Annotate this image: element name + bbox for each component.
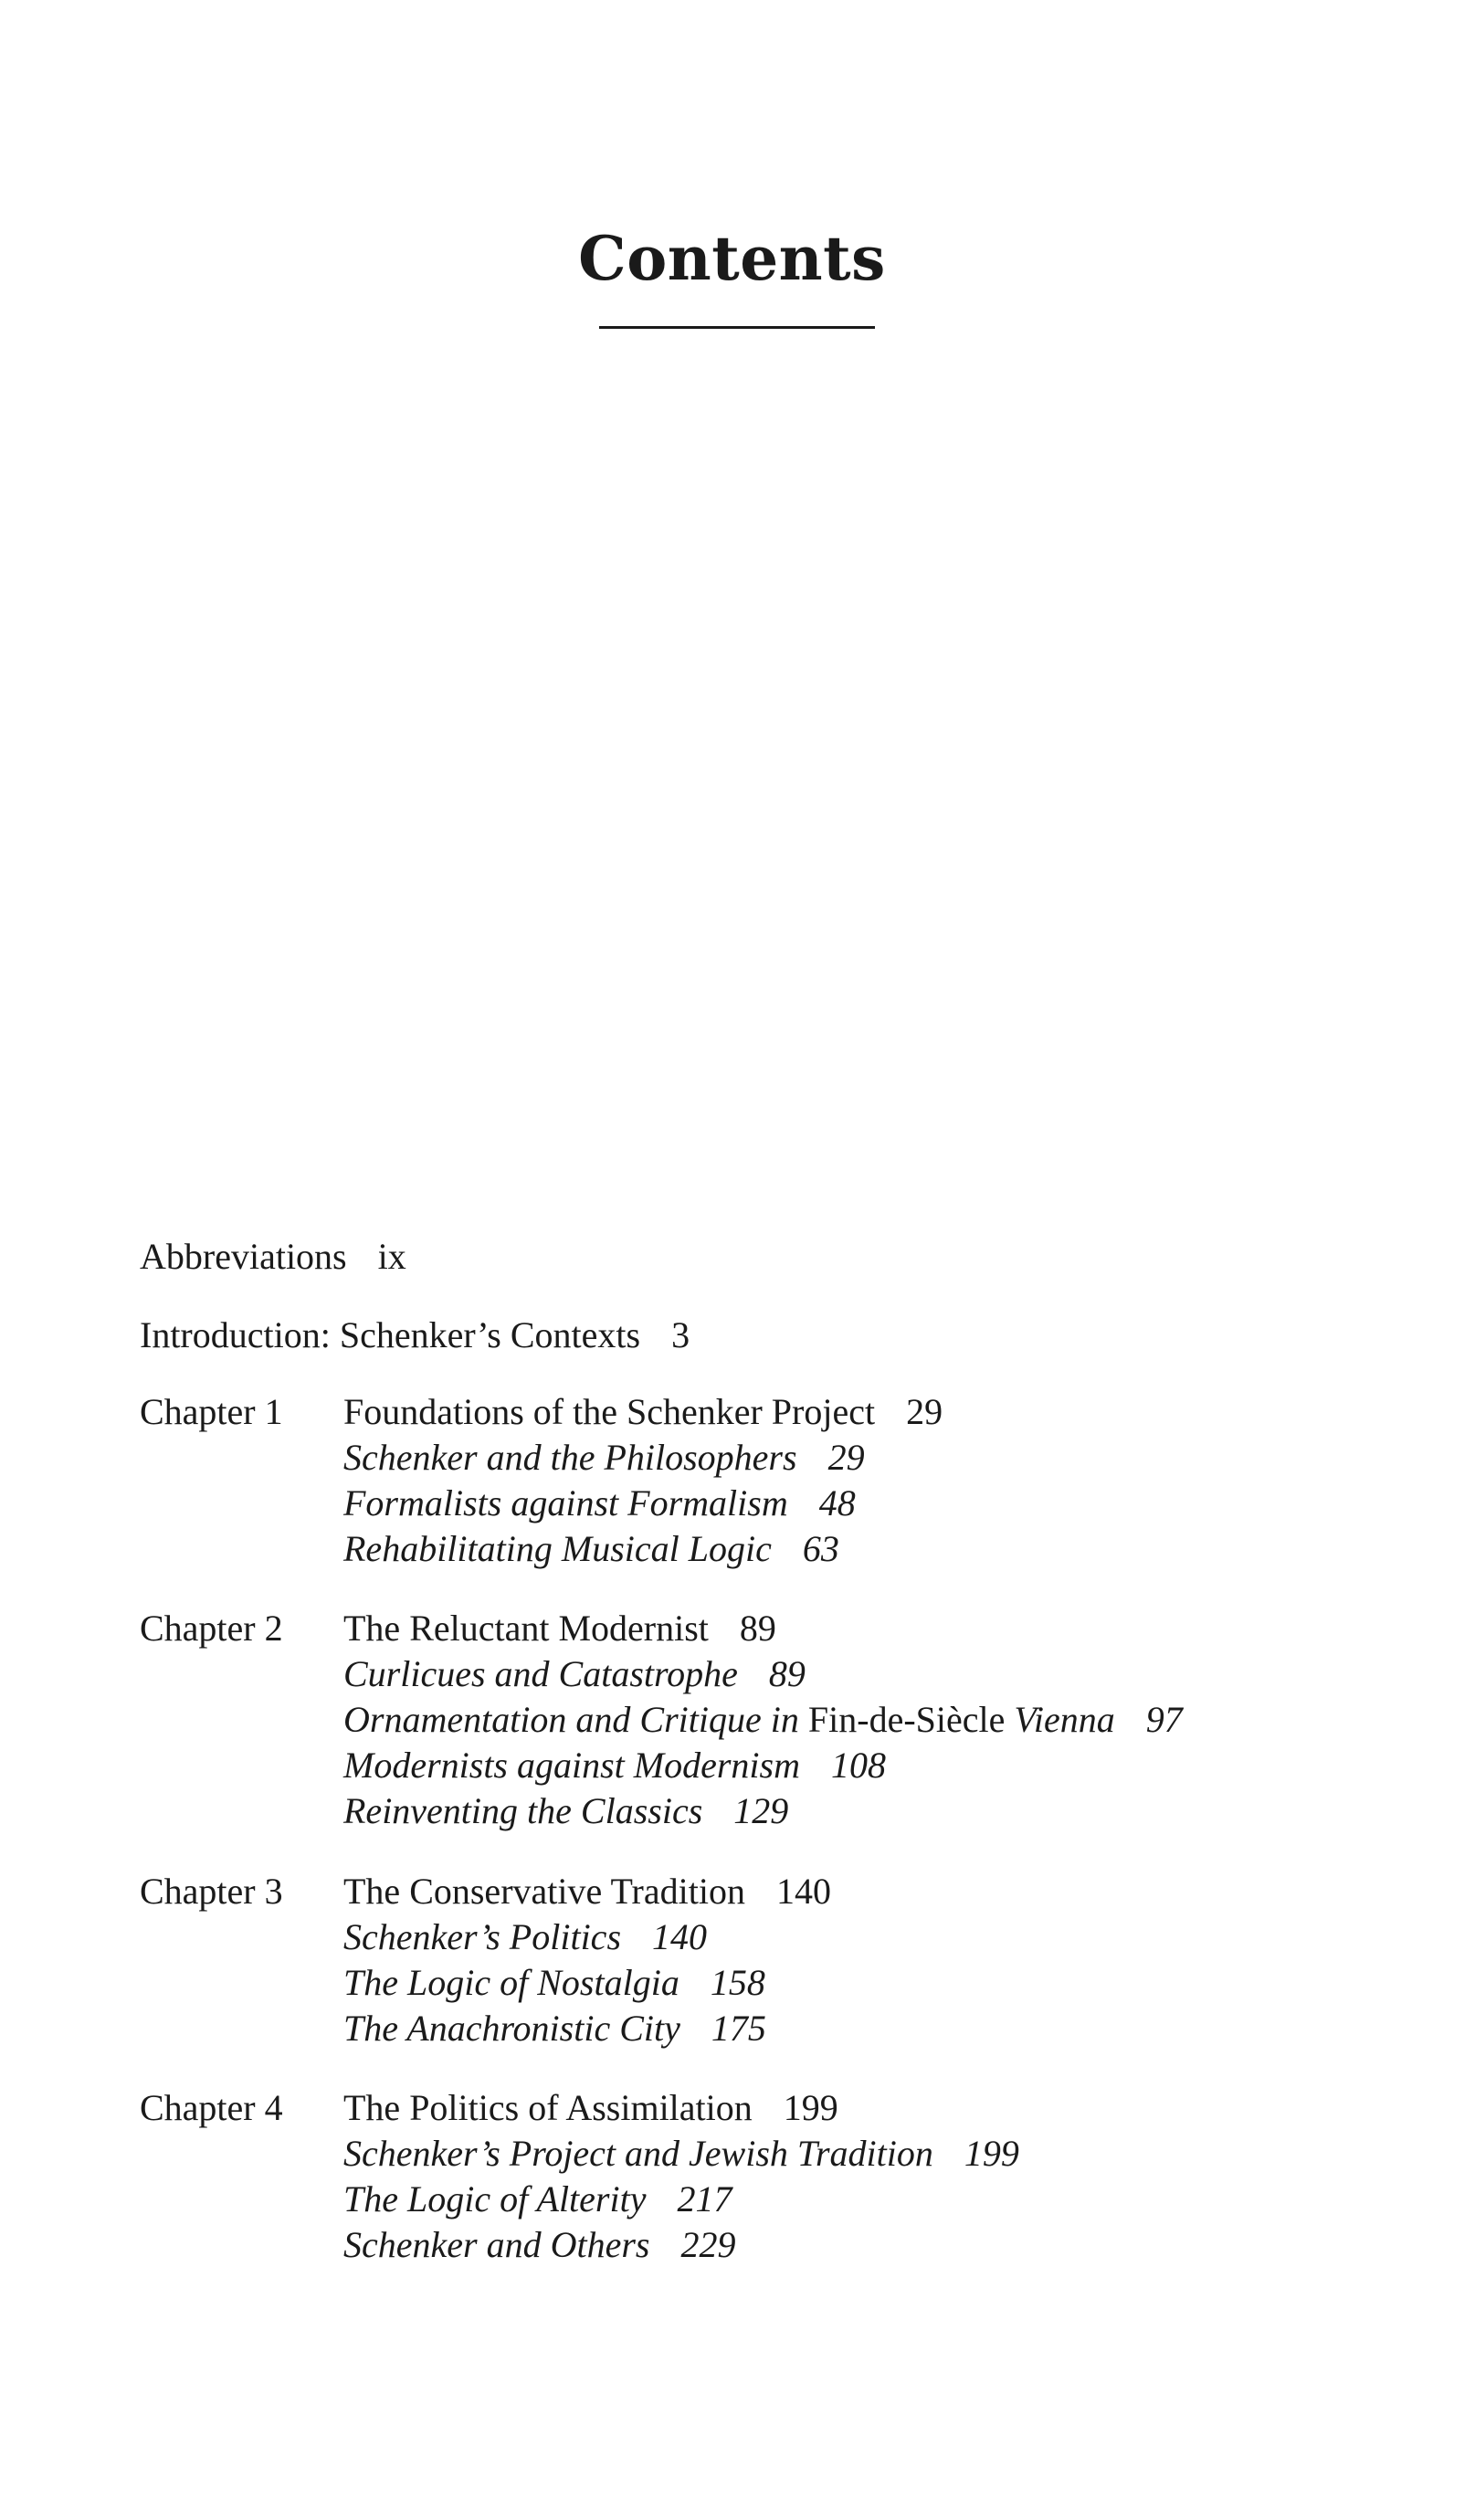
section-entry[interactable] <box>343 1651 1183 1697</box>
toc-entry-abbreviations[interactable] <box>140 1234 406 1280</box>
section-entry[interactable] <box>343 1435 943 1481</box>
chapter-title: Foundations of the Schenker Project <box>343 1391 876 1432</box>
chapter-label: Chapter 4 <box>140 2087 283 2128</box>
section-page: 108 <box>831 1745 886 1786</box>
section-page: 63 <box>802 1528 839 1569</box>
chapter-title-entry[interactable] <box>343 1606 1183 1651</box>
entry-label: Introduction: Schenker’s Contexts <box>140 1314 641 1355</box>
section-entry[interactable] <box>343 2006 831 2051</box>
entry-page: 3 <box>671 1314 690 1355</box>
chapter-title-entry[interactable] <box>343 2085 1019 2131</box>
section-page: 217 <box>677 2178 732 2219</box>
chapter-label: Chapter 3 <box>140 1871 283 1912</box>
entry-page: ix <box>377 1236 406 1277</box>
section-title: Schenker and Others <box>343 2224 650 2265</box>
section-entry[interactable] <box>343 1481 943 1526</box>
section-title-part: Fin-de-Siècle <box>807 1699 1006 1740</box>
section-entry[interactable] <box>343 2222 1019 2268</box>
section-entry[interactable] <box>343 1743 1183 1788</box>
chapter-page: 89 <box>739 1608 776 1649</box>
toc-entry-introduction[interactable] <box>140 1313 690 1358</box>
section-entry[interactable] <box>343 2177 1019 2222</box>
section-page: 97 <box>1145 1699 1183 1740</box>
section-title: Schenker’s Politics <box>343 1916 622 1957</box>
chapter-title: The Conservative Tradition <box>343 1871 745 1912</box>
title-rule <box>599 326 875 329</box>
section-title: Reinventing the Classics <box>343 1790 703 1831</box>
section-page: 158 <box>710 1962 765 2003</box>
chapter-label: Chapter 2 <box>140 1608 283 1649</box>
entry-label: Abbreviations <box>140 1236 347 1277</box>
section-title-part: Ornamentation and Critique in <box>343 1699 808 1740</box>
section-entry[interactable] <box>343 1526 943 1572</box>
section-page: 129 <box>733 1790 789 1831</box>
section-page: 175 <box>711 2008 766 2049</box>
section-entry[interactable] <box>343 1914 831 1960</box>
section-title: The Logic of Nostalgia <box>343 1962 679 2003</box>
section-entry[interactable] <box>343 1788 1183 1834</box>
section-title: Schenker’s Project and Jewish Tradition <box>343 2133 933 2174</box>
chapter-title-entry[interactable] <box>343 1869 831 1914</box>
section-title: Modernists against Modernism <box>343 1745 800 1786</box>
chapter-page: 29 <box>906 1391 943 1432</box>
section-entry[interactable] <box>343 2131 1019 2177</box>
section-title: The Anachronistic City <box>343 2008 680 2049</box>
section-entry[interactable] <box>343 1697 1183 1743</box>
section-title: Curlicues and Catastrophe <box>343 1653 738 1694</box>
section-page: 48 <box>818 1482 856 1524</box>
section-page: 89 <box>768 1653 806 1694</box>
chapter-label: Chapter 1 <box>140 1391 283 1432</box>
section-page: 140 <box>652 1916 708 1957</box>
section-page: 199 <box>964 2133 1019 2174</box>
section-title: Formalists against Formalism <box>343 1482 788 1524</box>
chapter-title-entry[interactable] <box>343 1389 943 1435</box>
section-page: 29 <box>827 1437 865 1478</box>
section-page: 229 <box>680 2224 736 2265</box>
chapter-page: 140 <box>775 1871 831 1912</box>
section-entry[interactable] <box>343 1960 831 2006</box>
section-title-part: Vienna <box>1005 1699 1115 1740</box>
section-title: Rehabilitating Musical Logic <box>343 1528 772 1569</box>
chapter-title: The Politics of Assimilation <box>343 2087 753 2128</box>
section-title: Schenker and the Philosophers <box>343 1437 797 1478</box>
chapter-page: 199 <box>783 2087 838 2128</box>
page-title: Contents <box>578 223 886 294</box>
section-title: The Logic of Alterity <box>343 2178 647 2219</box>
chapter-title: The Reluctant Modernist <box>343 1608 709 1649</box>
